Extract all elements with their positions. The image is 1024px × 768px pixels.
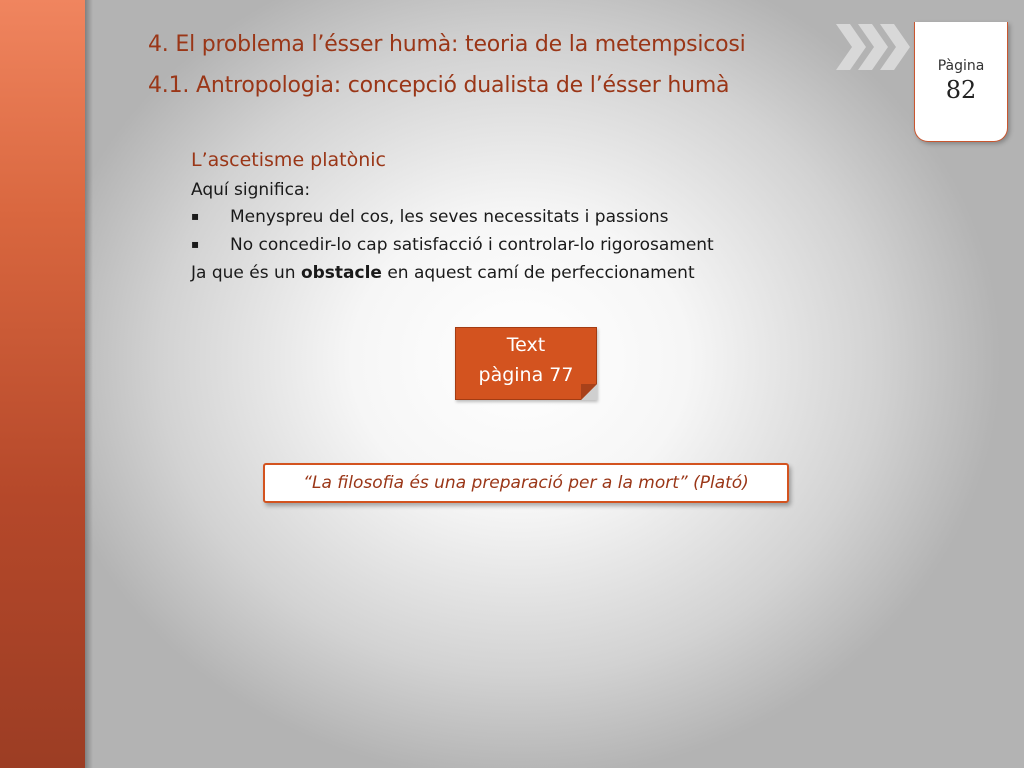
reference-line-2: pàgina 77: [478, 364, 574, 386]
slide-title-line-1: 4. El problema l’ésser humà: teoria de la metempsicosi: [148, 32, 746, 57]
bullet-item: [191, 207, 668, 227]
chevrons-icon: [836, 22, 916, 72]
bullet-text: Menyspreu del cos, les seves necessitats i passions: [230, 207, 669, 227]
side-bar-shadow: [85, 0, 93, 768]
quote-box: “La filosofia és una preparació per a la mort” (Plató): [263, 463, 789, 503]
outro-bold: obstacle: [300, 263, 382, 283]
folded-corner-icon: [581, 384, 597, 400]
side-bar: [0, 0, 85, 768]
page-tab: [914, 22, 1008, 142]
slide-title-line-2: 4.1. Antropologia: concepció dualista de l’ésser humà: [148, 73, 730, 98]
page-label: Pàgina: [937, 58, 985, 74]
section-title: L’ascetisme platònic: [191, 149, 386, 171]
bullet-item: [191, 235, 714, 255]
page-number: 82: [945, 76, 977, 104]
bullet-marker-icon: ▪: [191, 209, 200, 223]
intro-text: Aquí significa:: [191, 180, 311, 200]
bullet-marker-icon: ▪: [191, 237, 200, 251]
outro-text: [191, 263, 695, 283]
outro-before: Ja que és un: [191, 263, 301, 283]
text-reference-box[interactable]: [455, 327, 597, 400]
outro-after: en aquest camí de perfeccionament: [381, 263, 695, 283]
reference-line-1: Text: [506, 334, 546, 356]
bullet-text: No concedir-lo cap satisfacció i controlar-lo rigorosament: [230, 235, 714, 255]
